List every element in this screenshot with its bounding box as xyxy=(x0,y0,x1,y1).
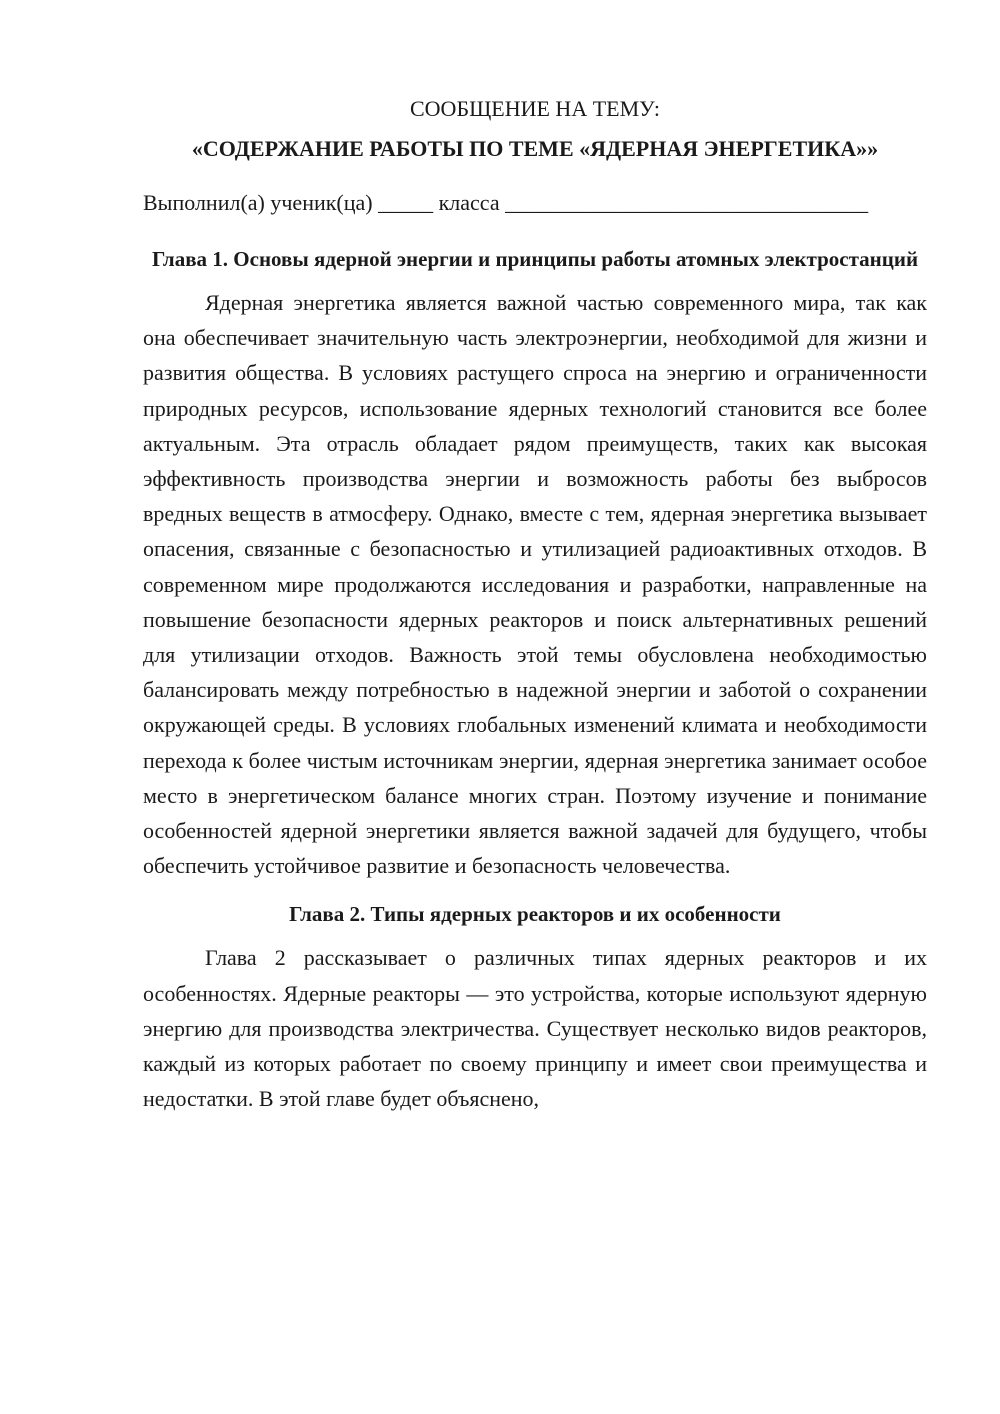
document-page xyxy=(143,92,927,1116)
document-title: «СОДЕРЖАНИЕ РАБОТЫ ПО ТЕМЕ «ЯДЕРНАЯ ЭНЕРГЕТИКА»» xyxy=(191,136,879,161)
chapter-1-paragraph: Ядерная энергетика является важной частью современного мира, так как она обеспечивает значительную часть электроэнергии, необходимой для жизни и развития общества. В условиях растущего спроса на энергию и ограниченности природных ресурсов, использование ядерных технологий становится все более актуальным. Эта отрасль обладает рядом преимуществ, таких как высокая эффективность производства энергии и возможность работы без выбросов вредных веществ в атмосферу. Однако, вместе с тем, ядерная энергетика вызывает опасения, связанные с безопасностью и утилизацией радиоактивных отходов. В современном мире продолжаются исследования и разработки, направленные на повышение безопасности ядерных реакторов и поиск альтернативных решений для утилизации отходов. Важность этой темы обусловлена необходимостью балансировать между потребностью в надежной энергии и заботой о сохранении окружающей среды. В условиях глобальных изменений климата и необходимости перехода к более чистым источникам энергии, ядерная энергетика занимает особое место в энергетическом балансе многих стран. Поэтому изучение и понимание особенностей ядерной энергетики является важной задачей для будущего, чтобы обеспечить устойчивое развитие и безопасность человечества. xyxy=(143,290,927,879)
chapter-2-heading: Глава 2. Типы ядерных реакторов и их особенности xyxy=(289,902,781,927)
chapter-1-heading: Глава 1. Основы ядерной энергии и принципы работы атомных электростанций xyxy=(151,247,919,271)
document-title-prefix: СООБЩЕНИЕ НА ТЕМУ: xyxy=(410,96,660,121)
chapter-2-paragraph: Глава 2 рассказывает о различных типах ядерных реакторов и их особенностях. Ядерные реакторы — это устройства, которые используют ядерную энергию для производства электричества. Существует несколько видов реакторов, каждый из которых работает по своему принципу и имеет свои преимущества и недостатки. В этой главе будет объяснено, xyxy=(143,945,927,1112)
author-line: Выполнил(а) ученик(ца) _____ класса _________________________________ xyxy=(143,190,869,215)
